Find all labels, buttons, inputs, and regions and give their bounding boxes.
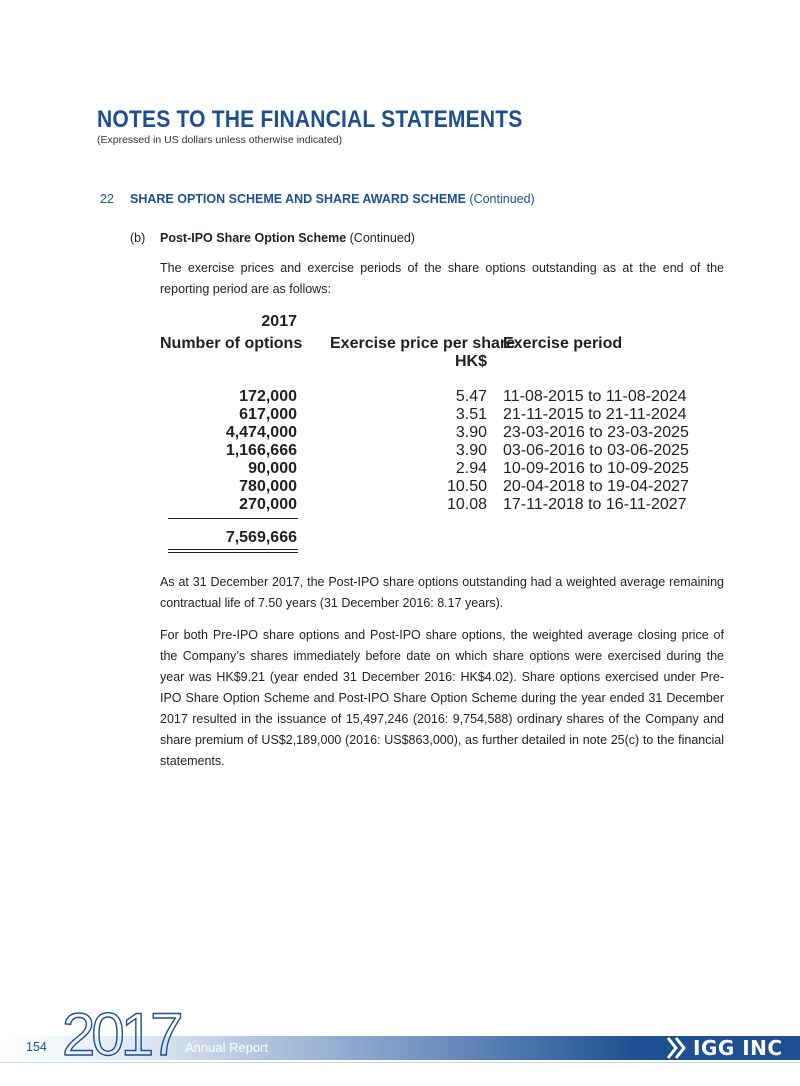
table-header-options: Number of options xyxy=(160,335,303,352)
footer-report-label: Annual Report xyxy=(185,1040,269,1055)
subsection-number: (b) xyxy=(130,231,146,245)
chevron-right-icon xyxy=(664,1036,688,1060)
subsection-title: Post-IPO Share Option Scheme xyxy=(160,231,347,245)
row-options: 780,000 xyxy=(239,478,297,495)
row-options: 4,474,000 xyxy=(225,424,297,441)
row-period: 10-09-2016 to 10-09-2025 xyxy=(503,460,689,477)
section-number: 22 xyxy=(100,192,114,206)
section-heading xyxy=(100,192,535,206)
page-subtitle: (Expressed in US dollars unless otherwise indicated) xyxy=(97,134,343,146)
row-price: 10.08 xyxy=(446,496,487,513)
row-options: 1,166,666 xyxy=(225,442,297,459)
total-double-rule xyxy=(168,549,298,553)
paragraph-exercise-details: For both Pre-IPO share options and Post-IPO share options, the weighted average closing price of the Company’s shares immediately before date on which share options were exercised during the year was HK$9.21 (year ended 31 December 2016: HK$4.02). Share options exercised under Pre-IPO Share Option Scheme and Post-IPO Share Option Scheme during the year ended 31 December 2017 resulted in the issuance of 15,497,246 (2016: 9,754,588) ordinary shares of the Company and share premium of US$2,189,000 (2016: US$863,000), as further detailed in note 25(c) to the financial statements. xyxy=(160,628,724,768)
table-year-header: 2017 xyxy=(261,313,297,330)
row-price: 10.50 xyxy=(446,478,487,495)
page-title: NOTES TO THE FINANCIAL STATEMENTS xyxy=(97,106,523,133)
section-title: SHARE OPTION SCHEME AND SHARE AWARD SCHEME xyxy=(130,192,466,206)
row-period: 20-04-2018 to 19-04-2027 xyxy=(503,478,689,495)
footer-year: 2017 xyxy=(62,1001,180,1068)
subtotal-rule xyxy=(168,518,298,519)
row-options: 270,000 xyxy=(239,496,297,513)
section-suffix: (Continued) xyxy=(469,192,535,206)
paragraph-remaining-life: As at 31 December 2017, the Post-IPO share options outstanding had a weighted average remaining contractual life of 7.50 years (31 December 2016: 8.17 years). xyxy=(160,575,724,610)
subsection-suffix: (Continued) xyxy=(349,231,415,245)
row-price: 3.90 xyxy=(455,442,487,459)
intro-paragraph: The exercise prices and exercise periods of the share options outstanding as at the end of the reporting period are as follows: xyxy=(160,261,724,296)
row-options: 172,000 xyxy=(239,388,297,405)
table-header-price-unit: HK$ xyxy=(454,353,487,370)
row-price: 2.94 xyxy=(455,460,487,477)
row-price: 5.47 xyxy=(455,388,487,405)
row-period: 03-06-2016 to 03-06-2025 xyxy=(503,442,689,459)
row-price: 3.51 xyxy=(455,406,487,423)
row-price: 3.90 xyxy=(455,424,487,441)
subsection-heading xyxy=(130,231,415,245)
row-period: 21-11-2015 to 21-11-2024 xyxy=(503,406,687,423)
table-total: 7,569,666 xyxy=(225,529,297,546)
row-options: 617,000 xyxy=(239,406,297,423)
row-period: 23-03-2016 to 23-03-2025 xyxy=(503,424,689,441)
table-header-price: Exercise price per share xyxy=(330,335,516,352)
row-period: 17-11-2018 to 16-11-2027 xyxy=(503,496,687,513)
row-period: 11-08-2015 to 11-08-2024 xyxy=(503,388,687,405)
table-header-period: Exercise period xyxy=(503,335,623,352)
page-number: 154 xyxy=(26,1040,47,1054)
company-logo: IGG INC xyxy=(693,1036,783,1060)
row-options: 90,000 xyxy=(248,460,297,477)
